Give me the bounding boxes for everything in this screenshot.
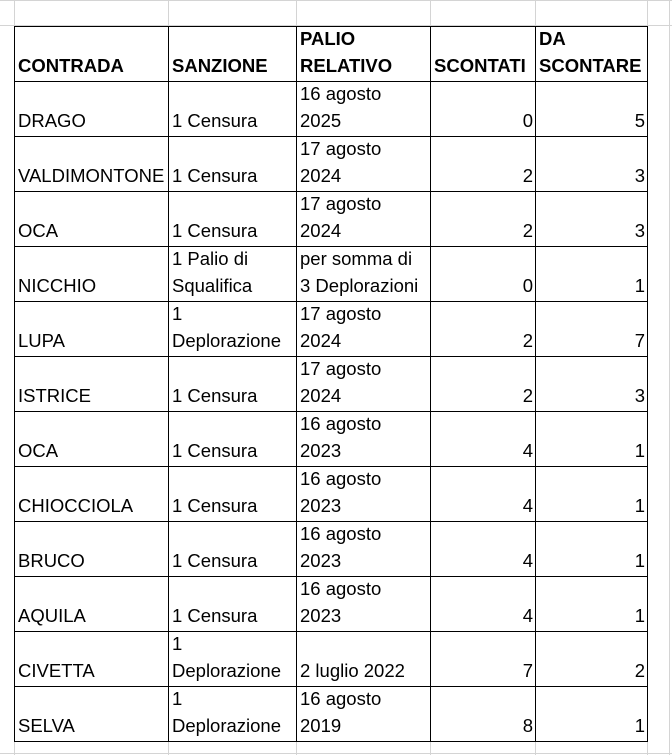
cell-da-scontare[interactable]: 3 (634, 385, 645, 406)
cell-sanzione[interactable]: 1 Censura (172, 605, 258, 626)
cell-scontati[interactable]: 4 (522, 440, 533, 461)
header-da-scontare[interactable]: DA SCONTARE (539, 28, 642, 76)
header-palio-relativo[interactable]: PALIO RELATIVO (300, 28, 393, 76)
table-border-horizontal (14, 356, 648, 357)
cell-scontati[interactable]: 8 (522, 715, 533, 736)
cell-sanzione[interactable]: 1 Censura (172, 495, 258, 516)
cell-sanzione[interactable]: 1 Censura (172, 385, 258, 406)
cell-sanzione[interactable]: 1 Censura (172, 165, 258, 186)
table-border-horizontal (14, 686, 648, 687)
table-border-horizontal (14, 191, 648, 192)
cell-contrada[interactable]: VALDIMONTONE (18, 165, 165, 186)
cell-da-scontare[interactable]: 1 (634, 440, 645, 461)
table-border-horizontal (14, 576, 648, 577)
cell-palio-relativo[interactable]: 2 luglio 2022 (300, 660, 405, 681)
cell-palio-relativo[interactable]: per somma di 3 Deplorazioni (300, 248, 419, 296)
cell-contrada[interactable]: AQUILA (18, 605, 86, 626)
cell-scontati[interactable]: 4 (522, 550, 533, 571)
cell-palio-relativo[interactable]: 17 agosto 2024 (300, 138, 382, 186)
cell-da-scontare[interactable]: 1 (634, 275, 645, 296)
cell-sanzione[interactable]: 1 Censura (172, 440, 258, 461)
cell-scontati[interactable]: 4 (522, 495, 533, 516)
cell-contrada[interactable]: DRAGO (18, 110, 86, 131)
cell-palio-relativo[interactable]: 16 agosto 2025 (300, 83, 382, 131)
header-sanzione[interactable]: SANZIONE (172, 55, 268, 76)
cell-da-scontare[interactable]: 5 (634, 110, 645, 131)
cell-da-scontare[interactable]: 3 (634, 220, 645, 241)
cell-da-scontare[interactable]: 1 (634, 605, 645, 626)
cell-contrada[interactable]: SELVA (18, 715, 75, 736)
cell-da-scontare[interactable]: 7 (634, 330, 645, 351)
cell-palio-relativo[interactable]: 16 agosto 2023 (300, 578, 382, 626)
cell-contrada[interactable]: OCA (18, 440, 59, 461)
table-border-horizontal (14, 136, 648, 137)
cell-palio-relativo[interactable]: 16 agosto 2023 (300, 413, 382, 461)
table-border-horizontal (14, 521, 648, 522)
table-border-horizontal (14, 631, 648, 632)
cell-scontati[interactable]: 4 (522, 605, 533, 626)
cell-scontati[interactable]: 2 (522, 165, 533, 186)
cell-contrada[interactable]: BRUCO (18, 550, 85, 571)
gridline-horizontal (0, 0, 672, 1)
cell-scontati[interactable]: 2 (522, 385, 533, 406)
cell-sanzione[interactable]: 1 Deplorazione (172, 303, 282, 351)
cell-sanzione[interactable]: 1 Deplorazione (172, 688, 282, 736)
cell-contrada[interactable]: CIVETTA (18, 660, 95, 681)
gridline-horizontal (0, 753, 672, 754)
header-scontati[interactable]: SCONTATI (434, 55, 526, 76)
cell-da-scontare[interactable]: 1 (634, 715, 645, 736)
table-border-horizontal (14, 411, 648, 412)
cell-palio-relativo[interactable]: 16 agosto 2019 (300, 688, 382, 736)
cell-sanzione[interactable]: 1 Palio di Squalifica (172, 248, 253, 296)
table-border-horizontal (14, 81, 648, 82)
cell-palio-relativo[interactable]: 16 agosto 2023 (300, 523, 382, 571)
cell-contrada[interactable]: ISTRICE (18, 385, 91, 406)
cell-palio-relativo[interactable]: 17 agosto 2024 (300, 303, 382, 351)
table-border-vertical (430, 26, 431, 742)
cell-sanzione[interactable]: 1 Deplorazione (172, 633, 282, 681)
cell-scontati[interactable]: 0 (522, 110, 533, 131)
table-border-vertical (14, 26, 15, 742)
cell-contrada[interactable]: NICCHIO (18, 275, 97, 296)
table-border-vertical (535, 26, 536, 742)
cell-scontati[interactable]: 7 (522, 660, 533, 681)
cell-scontati[interactable]: 0 (522, 275, 533, 296)
cell-da-scontare[interactable]: 3 (634, 165, 645, 186)
table-border-horizontal (14, 246, 648, 247)
gridline-vertical (669, 0, 670, 755)
cell-contrada[interactable]: OCA (18, 220, 59, 241)
table-border-vertical (296, 26, 297, 742)
table-border-horizontal (14, 741, 648, 742)
cell-scontati[interactable]: 2 (522, 330, 533, 351)
table-border-horizontal (14, 26, 648, 27)
table-border-horizontal (14, 466, 648, 467)
cell-da-scontare[interactable]: 2 (634, 660, 645, 681)
cell-palio-relativo[interactable]: 16 agosto 2023 (300, 468, 382, 516)
table-border-vertical (168, 26, 169, 742)
cell-contrada[interactable]: CHIOCCIOLA (18, 495, 134, 516)
cell-palio-relativo[interactable]: 17 agosto 2024 (300, 358, 382, 406)
table-border-vertical (647, 26, 648, 742)
cell-sanzione[interactable]: 1 Censura (172, 220, 258, 241)
cell-da-scontare[interactable]: 1 (634, 495, 645, 516)
header-contrada[interactable]: CONTRADA (18, 55, 124, 76)
cell-palio-relativo[interactable]: 17 agosto 2024 (300, 193, 382, 241)
cell-contrada[interactable]: LUPA (18, 330, 65, 351)
cell-da-scontare[interactable]: 1 (634, 550, 645, 571)
cell-sanzione[interactable]: 1 Censura (172, 550, 258, 571)
table-border-horizontal (14, 301, 648, 302)
cell-sanzione[interactable]: 1 Censura (172, 110, 258, 131)
cell-scontati[interactable]: 2 (522, 220, 533, 241)
